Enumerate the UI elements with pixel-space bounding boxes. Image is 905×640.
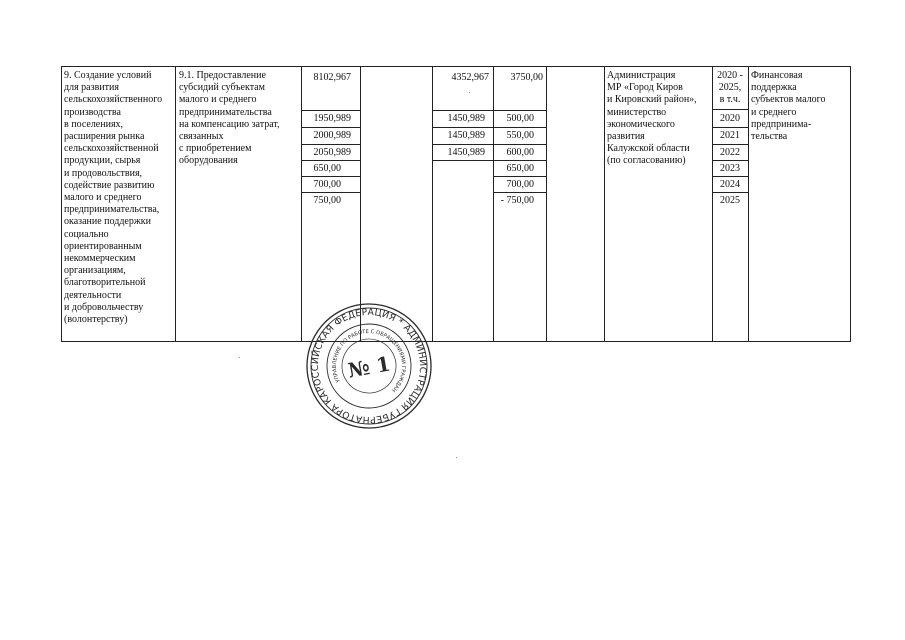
row-divider bbox=[432, 110, 546, 111]
row-divider bbox=[301, 192, 360, 193]
row-divider bbox=[493, 176, 546, 177]
row-divider bbox=[712, 109, 748, 110]
measure-cell: 9.1. Предоставление субсидий субъектам малого и среднего предпринимательства на компенсацию затрат, связанных с приобретением оборудования bbox=[179, 70, 280, 167]
col-divider bbox=[432, 67, 433, 341]
col-divider bbox=[493, 67, 494, 341]
row-divider bbox=[301, 176, 360, 177]
year-label: 2021 bbox=[720, 130, 740, 141]
total-value: 8102,967 bbox=[313, 72, 351, 83]
total-value: 650,00 bbox=[313, 163, 341, 174]
total-value: 700,00 bbox=[313, 179, 341, 190]
year-label: 2023 bbox=[720, 163, 740, 174]
col-divider bbox=[301, 67, 302, 341]
row-divider bbox=[712, 144, 748, 145]
col-divider bbox=[175, 67, 176, 341]
scan-speck bbox=[456, 457, 457, 458]
col-b-value: 500,00 bbox=[506, 113, 534, 124]
total-value: 750,00 bbox=[313, 195, 341, 206]
seal-inner-text: УПРАВЛЕНИЕ ПО РАБОТЕ С ОБРАЩЕНИЯМИ ГРАЖДАН bbox=[331, 328, 407, 393]
col-b-value: 600,00 bbox=[506, 147, 534, 158]
row-divider bbox=[712, 192, 748, 193]
year-label: 2025 bbox=[720, 195, 740, 206]
year-label: 2024 bbox=[720, 179, 740, 190]
total-value: 1950,989 bbox=[313, 113, 351, 124]
official-seal bbox=[300, 302, 438, 430]
row-divider bbox=[712, 127, 748, 128]
row-divider bbox=[432, 160, 546, 161]
row-divider bbox=[301, 144, 360, 145]
seal-number: № 1 bbox=[346, 351, 393, 383]
col-b-value: - 750,00 bbox=[500, 195, 534, 206]
col-a-value: 4352,967 bbox=[451, 72, 489, 83]
row-divider bbox=[712, 176, 748, 177]
col-divider bbox=[748, 67, 749, 341]
seal-outer-text: РОССИЙСКАЯ ФЕДЕРАЦИЯ * АДМИНИСТРАЦИЯ ГУБЕРНАТОРА КАЛУЖСКОЙ bbox=[309, 306, 429, 426]
program-table bbox=[61, 66, 851, 342]
col-b-value: 550,00 bbox=[506, 130, 534, 141]
total-value: 2000,989 bbox=[313, 130, 351, 141]
col-divider bbox=[604, 67, 605, 341]
goal-cell: 9. Создание условий для развития сельскохозяйственного производства в поселениях, расширения рынка сельскохозяйственной продукции, сырья и продовольствия, содействие развитию малого и среднего предпринимательства, оказание поддержки социально ориентированным некоммерческим организациям, благотворительной деятельности и добровольчеству (волонтерству) bbox=[64, 70, 163, 326]
col-b-value: 700,00 bbox=[506, 179, 534, 190]
row-divider bbox=[712, 160, 748, 161]
result-cell: Финансовая поддержка субъектов малого и среднего предпринима- тельства bbox=[751, 70, 826, 143]
row-divider bbox=[301, 110, 360, 111]
year-label: 2022 bbox=[720, 147, 740, 158]
year-label: 2020 bbox=[720, 113, 740, 124]
row-divider bbox=[432, 144, 546, 145]
row-divider bbox=[493, 192, 546, 193]
row-divider bbox=[301, 160, 360, 161]
executor-cell: Администрация МР «Город Киров и Кировский район», министерство экономического развития Калужской области (по согласованию) bbox=[607, 70, 697, 167]
col-divider bbox=[360, 67, 361, 341]
row-divider bbox=[301, 127, 360, 128]
col-divider bbox=[546, 67, 547, 341]
col-b-value: 650,00 bbox=[506, 163, 534, 174]
col-a-value: 1450,989 bbox=[447, 130, 485, 141]
scan-speck bbox=[469, 92, 470, 93]
scan-speck bbox=[239, 357, 240, 358]
col-a-value: 1450,989 bbox=[447, 147, 485, 158]
col-b-value: 3750,00 bbox=[510, 72, 543, 83]
total-value: 2050,989 bbox=[313, 147, 351, 158]
period-cell: 2020 - 2025, в т.ч. bbox=[717, 70, 743, 106]
col-a-value: 1450,989 bbox=[447, 113, 485, 124]
row-divider bbox=[432, 127, 546, 128]
